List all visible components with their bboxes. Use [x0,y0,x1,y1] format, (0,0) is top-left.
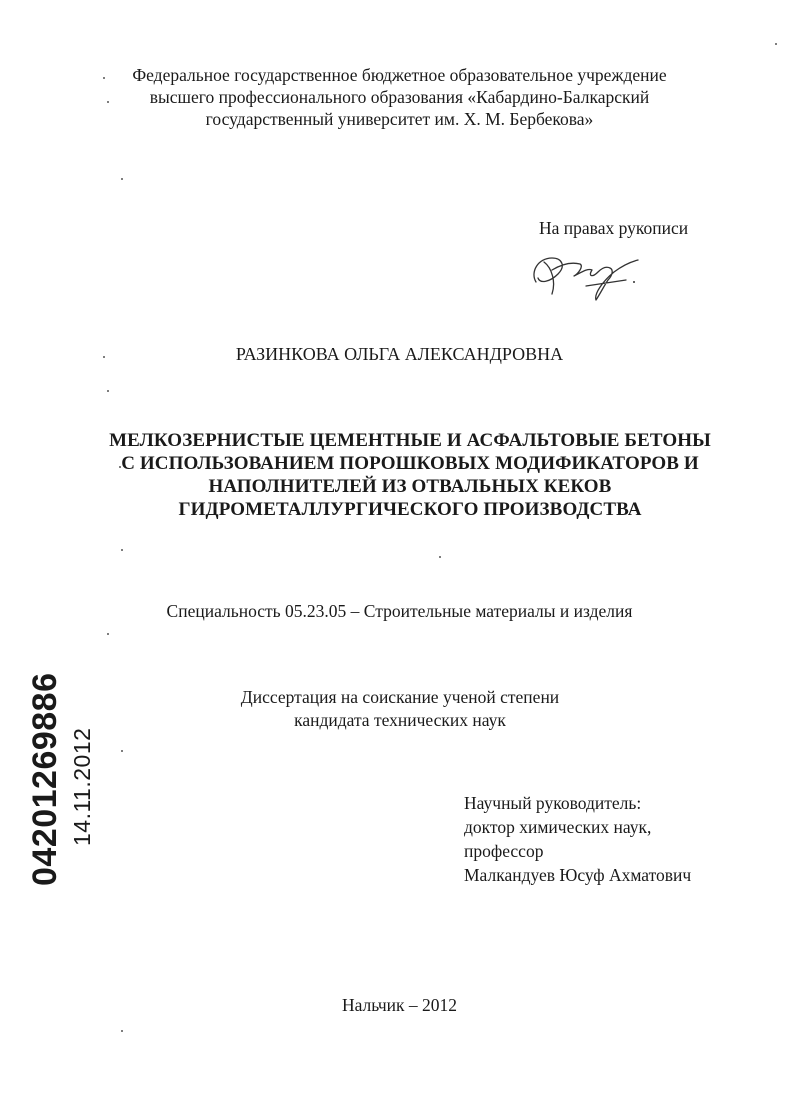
scan-speck [121,750,123,752]
scan-speck [121,178,123,180]
stamp-date: 14.11.2012 [69,727,95,846]
stamp-number: 04201269886 [26,672,64,886]
supervisor-name: Малкандуев Юсуф Ахматович [464,865,692,885]
title-line-3: НАПОЛНИТЕЛЕЙ ИЗ ОТВАЛЬНЫХ КЕКОВ [208,476,612,497]
supervisor-block [464,791,691,887]
scan-speck [775,43,777,45]
scan-speck [121,549,123,551]
institution-line-1: Федеральное государственное бюджетное образовательное учреждение [132,65,667,85]
degree-line-2: кандидата технических наук [294,710,506,730]
institution-line-2: высшего профессионального образования «Кабардино-Балкарский [149,87,650,107]
author-name: РАЗИНКОВА ОЛЬГА АЛЕКСАНДРОВНА [235,344,564,364]
degree-statement [150,686,650,732]
institution-block [0,64,799,130]
specialty-line: Специальность 05.23.05 – Строительные материалы и изделия [166,601,633,621]
supervisor-label: Научный руководитель: [464,793,642,813]
title-line-4: ГИДРОМЕТАЛЛУРГИЧЕСКОГО ПРОИЗВОДСТВА [178,499,642,520]
supervisor-rank: профессор [464,841,544,861]
title-line-2: С ИСПОЛЬЗОВАНИЕМ ПОРОШКОВЫХ МОДИФИКАТОРОВ И [121,453,699,474]
supervisor-degree: доктор химических наук, [464,817,652,837]
city-year: Нальчик – 2012 [341,995,458,1015]
scan-speck [103,77,105,79]
scan-speck [107,633,109,635]
scan-speck [107,390,109,392]
rights-note: На правах рукописи [539,218,689,238]
handwritten-signature [522,242,652,302]
library-stamp [18,650,108,890]
scan-speck [107,101,109,103]
scan-speck [103,356,105,358]
institution-line-3: государственный университет им. Х. М. Бербекова» [205,109,594,129]
scan-speck [119,466,121,468]
scan-speck [439,556,441,558]
degree-line-1: Диссертация на соискание ученой степени [240,687,560,707]
dissertation-title [80,429,740,521]
scan-speck [121,1030,123,1032]
title-line-1: МЕЛКОЗЕРНИСТЫЕ ЦЕМЕНТНЫЕ И АСФАЛЬТОВЫЕ БЕТОНЫ [109,430,711,451]
